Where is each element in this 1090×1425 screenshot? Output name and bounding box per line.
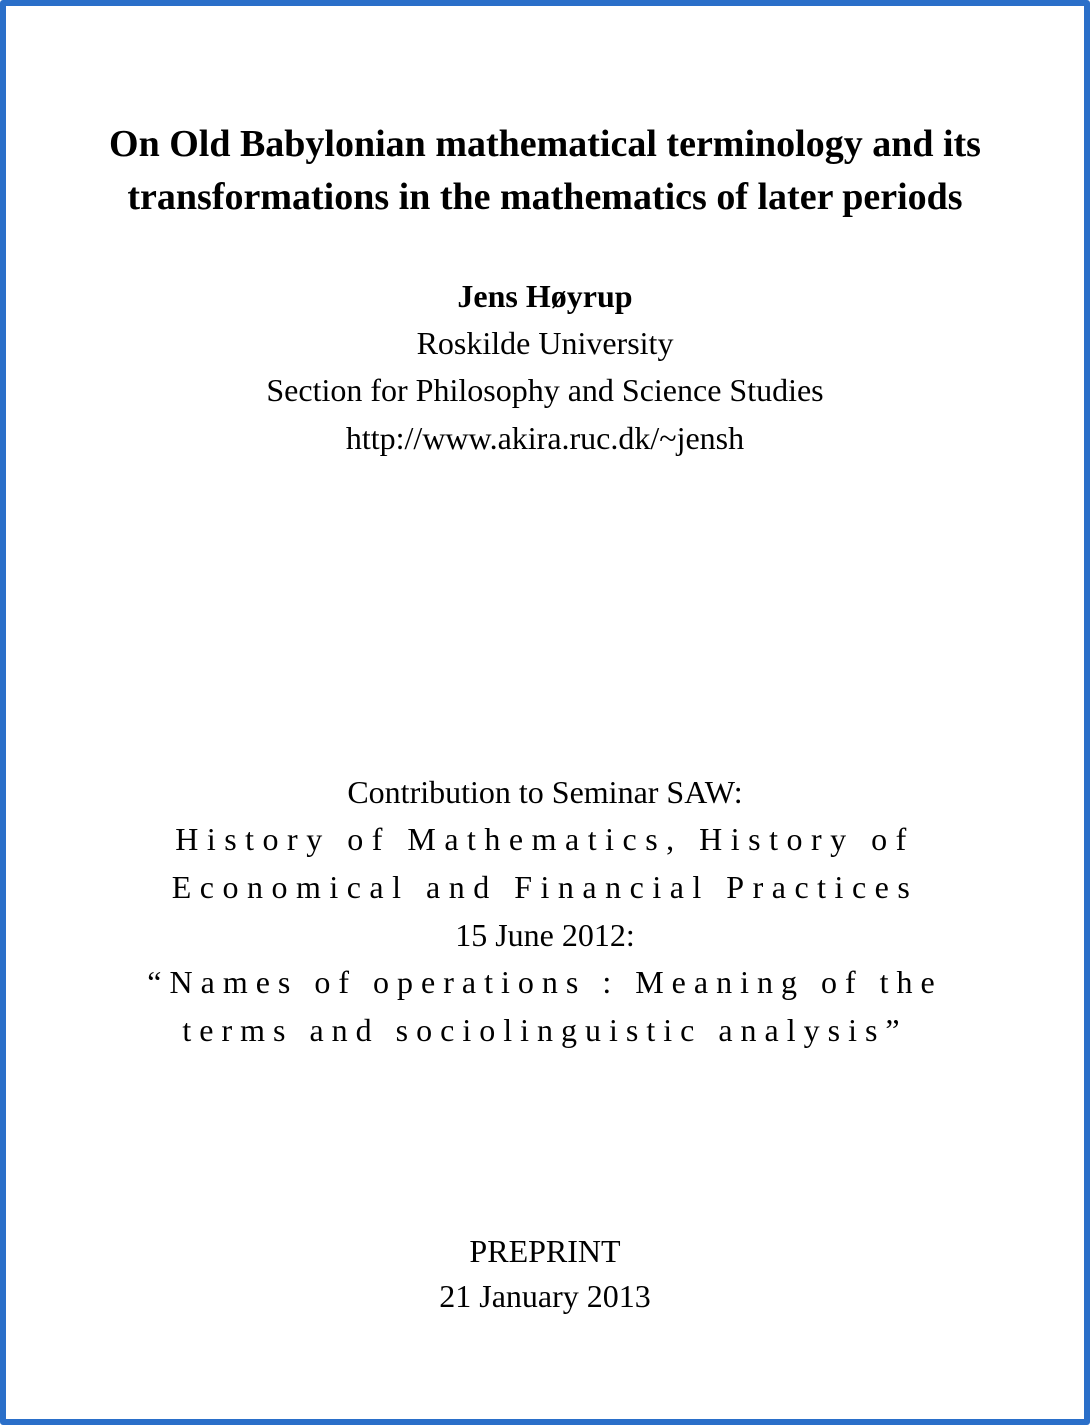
contribution-heading: Contribution to Seminar SAW: [347, 774, 743, 810]
preprint-label: PREPRINT [469, 1233, 621, 1269]
seminar-title-line-2: Economical and Financial Practices [171, 869, 919, 905]
author-name: Jens Høyrup [457, 278, 633, 314]
affiliation: Roskilde University [416, 325, 674, 361]
session-title-line-1: “Names of operations : Meaning of the [147, 964, 943, 1000]
author-url: http://www.akira.ruc.dk/~jensh [345, 420, 745, 456]
title-line-2: transformations in the mathematics of later periods [127, 176, 963, 218]
preprint-date: 21 January 2013 [439, 1278, 651, 1314]
title-line-1: On Old Babylonian mathematical terminology and its [109, 123, 981, 165]
seminar-title-line-1: History of Mathematics, History of [175, 821, 915, 857]
session-title-line-2: terms and sociolinguistic analysis” [182, 1012, 908, 1048]
department: Section for Philosophy and Science Studies [266, 372, 824, 408]
seminar-date: 15 June 2012: [455, 917, 635, 953]
